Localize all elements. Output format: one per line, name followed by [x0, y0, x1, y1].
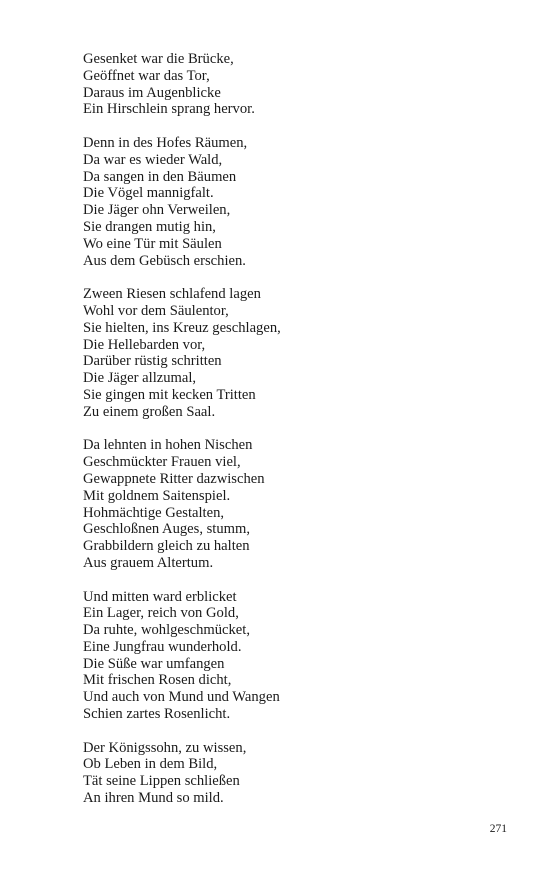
- verse-line: Geschloßnen Auges, stumm,: [83, 521, 251, 538]
- verse-line: Sie gingen mit kecken Tritten: [83, 386, 256, 403]
- verse-line: Die Jäger ohn Verweilen,: [83, 202, 231, 219]
- verse-line: An ihren Mund so mild.: [83, 790, 224, 807]
- verse-line: Ob Leben in dem Bild,: [83, 756, 218, 773]
- verse-line: Geschmückter Frauen viel,: [83, 454, 241, 471]
- verse-line: Schien zartes Rosenlicht.: [83, 706, 231, 723]
- verse-line: Gewappnete Ritter dazwischen: [83, 470, 265, 487]
- verse-line: Mit frischen Rosen dicht,: [83, 672, 232, 689]
- verse-line: Der Königssohn, zu wissen,: [83, 739, 247, 756]
- page-number: 271: [489, 823, 507, 835]
- verse-line: Darüber rüstig schritten: [83, 353, 222, 370]
- verse-line: Tät seine Lippen schließen: [83, 773, 240, 790]
- verse-line: Aus grauem Altertum.: [83, 554, 214, 571]
- verse-line: Grabbildern gleich zu halten: [83, 538, 250, 555]
- verse-line: Ein Hirschlein sprang hervor.: [83, 101, 255, 118]
- stanza-2: [83, 135, 503, 269]
- verse-line: Denn in des Hofes Räumen,: [83, 134, 248, 151]
- verse-line: Daraus im Augenblicke: [83, 84, 221, 101]
- verse-line: Eine Jungfrau wunderhold.: [83, 638, 242, 655]
- poem-text: [83, 51, 503, 807]
- verse-line: Da sangen in den Bäumen: [83, 168, 237, 185]
- verse-line: Da ruhte, wohlgeschmücket,: [83, 622, 250, 639]
- verse-line: Wo eine Tür mit Säulen: [83, 235, 222, 252]
- verse-line: Die Vögel mannigfalt.: [83, 185, 214, 202]
- verse-line: Die Jäger allzumal,: [83, 370, 197, 387]
- verse-line: Die Hellebarden vor,: [83, 336, 206, 353]
- stanza-4: [83, 437, 503, 571]
- verse-line: Und auch von Mund und Wangen: [83, 689, 280, 706]
- verse-line: Sie drangen mutig hin,: [83, 218, 216, 235]
- verse-line: Aus dem Gebüsch erschien.: [83, 252, 246, 269]
- verse-line: Zween Riesen schlafend lagen: [83, 286, 261, 303]
- verse-line: Die Süße war umfangen: [83, 655, 225, 672]
- verse-line: Wohl vor dem Säulentor,: [83, 302, 229, 319]
- verse-line: Hohmächtige Gestalten,: [83, 504, 225, 521]
- verse-line: Gesenket war die Brücke,: [83, 51, 234, 67]
- verse-line: Mit goldnem Saitenspiel.: [83, 487, 231, 504]
- stanza-3: [83, 286, 503, 420]
- stanza-1: [83, 51, 503, 118]
- verse-line: Geöffnet war das Tor,: [83, 67, 210, 84]
- verse-line: Ein Lager, reich von Gold,: [83, 605, 239, 622]
- verse-line: Zu einem großen Saal.: [83, 403, 216, 420]
- verse-line: Und mitten ward erblicket: [83, 588, 237, 605]
- stanza-6: [83, 740, 503, 807]
- verse-line: Da lehnten in hohen Nischen: [83, 437, 253, 454]
- verse-line: Da war es wieder Wald,: [83, 151, 223, 168]
- verse-line: Sie hielten, ins Kreuz geschlagen,: [83, 319, 281, 336]
- stanza-5: [83, 589, 503, 723]
